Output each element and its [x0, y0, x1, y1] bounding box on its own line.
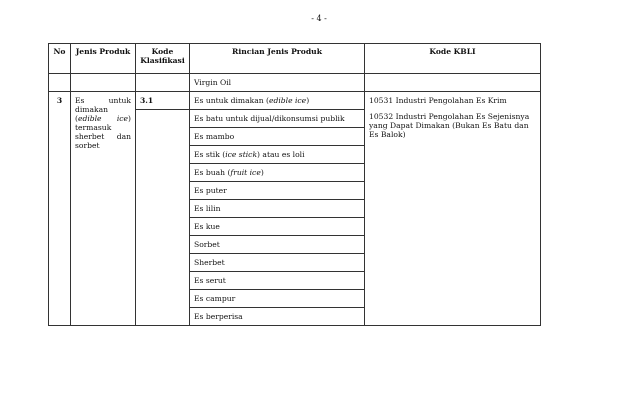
product-table: [48, 43, 541, 326]
rincian-text: Es buah (: [194, 168, 231, 177]
rincian-text: Es mambo: [194, 132, 235, 141]
header-jenis-produk: Jenis Produk: [71, 44, 136, 74]
rincian-cell: [190, 236, 365, 254]
rincian-cell: [190, 92, 365, 110]
rincian-cell: [190, 182, 365, 200]
header-no: No: [49, 44, 71, 74]
page-number: - 4 -: [311, 14, 327, 23]
rincian-cell: [190, 290, 365, 308]
kbli-entry: 10531 Industri Pengolahan Es Krim: [369, 96, 507, 105]
rincian-text: Es puter: [194, 186, 227, 195]
rincian-cell: [190, 164, 365, 182]
kode-klasifikasi-empty: [136, 110, 190, 326]
table-header-row: [49, 44, 541, 74]
rincian-text-end: ): [260, 168, 264, 177]
entry-rows: [49, 92, 541, 326]
rincian-cell: [190, 254, 365, 272]
rincian-text: Es batu untuk dijual/dikonsumsi publik: [194, 114, 345, 123]
table-row-previous: [49, 74, 541, 92]
jenis-produk-cell: [71, 92, 136, 326]
rincian-text: Es berperisa: [194, 312, 243, 321]
rincian-italic: ice stick: [225, 150, 258, 159]
rincian-cell: [190, 218, 365, 236]
rincian-text-end: ): [306, 96, 310, 105]
kbli-entry: 10532 Industri Pengolahan Es Sejenisnya yang Dapat Dimakan (Bukan Es Batu dan Es Balok): [369, 112, 530, 139]
kode-klasifikasi-cell: 3.1: [136, 92, 190, 110]
header-rincian: Rincian Jenis Produk: [190, 44, 365, 74]
rincian-cell: [190, 272, 365, 290]
rincian-cell: [190, 146, 365, 164]
rincian-cell: [190, 110, 365, 128]
rincian-text: Es kue: [194, 222, 220, 231]
jenis-produk-text: Es untuk dimakan (: [75, 96, 131, 123]
rincian-cell: [190, 308, 365, 326]
rincian-text: Sherbet: [194, 258, 225, 267]
header-kode-kbli: Kode KBLI: [365, 44, 541, 74]
rincian-text-end: ) atau es loli: [257, 150, 305, 159]
table-row: [49, 92, 541, 110]
rincian-text: Es lilin: [194, 204, 221, 213]
jenis-produk-italic: edible ice: [77, 114, 129, 123]
rincian-cell: [190, 200, 365, 218]
rincian-italic: edible ice: [269, 96, 307, 105]
rincian-text: Es stik (: [194, 150, 226, 159]
jenis-produk-text-end: ) termasuk sherbet dan sorbet: [75, 114, 131, 150]
rincian-text: Es serut: [194, 276, 226, 285]
row-number: 3: [49, 92, 71, 326]
rincian-text: Es campur: [194, 294, 236, 303]
rincian-text: Sorbet: [194, 240, 220, 249]
rincian-cell: [190, 128, 365, 146]
header-kode-klasifikasi: Kode Klasifikasi: [136, 44, 190, 74]
rincian-cell: Virgin Oil: [190, 74, 365, 92]
kode-kbli-cell: [365, 92, 541, 326]
rincian-text: Es untuk dimakan (: [194, 96, 270, 105]
rincian-italic: fruit ice: [230, 168, 261, 177]
